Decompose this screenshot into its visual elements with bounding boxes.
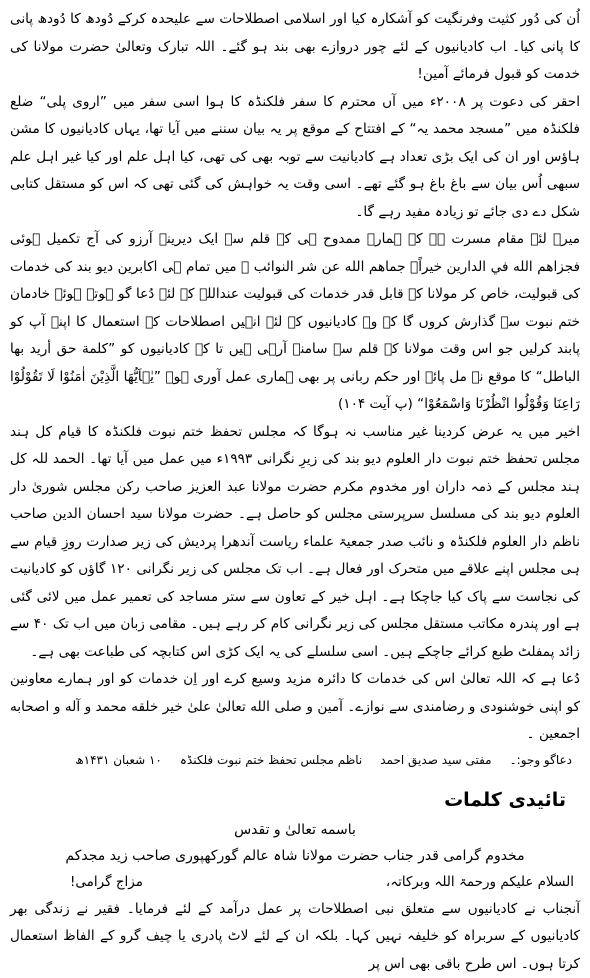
addressee-line: مخدوم گرامی قدر جناب حضرت مولانا شاہ عالم گورکھپوری صاحب زید مجدکم — [10, 843, 580, 869]
paragraph-2: احقر کی دعوت پر ۲۰۰۸ء میں آں محترم کا سفر فلکنڈہ کا ہوا اسی سفر میں ”اروی پلی“ ضلع فلکنڈہ میں ”مسجد محمد یہ“ کے افتتاح کے موقع پر یہ بیان سننے میں آیا تھا، یہاں کادیانیوں کا مشن ہاؤس اور ان کی ایک بڑی تعداد ہے کادیانیت سے توبہ بھی کی تھی، کیا اہل علم اور کیا غیر اہل علم سبھی اُس بیان سے باغ باغ ہو گئے تھے۔ اسی وقت یہ خواہش کی گئی تھی کہ اس کو مستقل کتابی شکل دے دی جائے تو زیادہ مفید رہے گا۔ — [10, 89, 580, 227]
signature-prefix: دعاگو وجو:۔ — [510, 749, 572, 771]
bismihi-line: باسمه تعالیٰ و تقدس — [10, 817, 580, 843]
paragraph-3: میرے لئے مقام مسرت ہے کہ ہمارے ممدوح ہی کے قلم سے ایک دیرینہ آرزو کی آج تکمیل ہوئی فجزاهم الله في الدارين خيراً۔ جماهم الله عن شر النوائب ۔ میں تمام ہی اکابرین دیو بند کی خدمات کی قبولیت، خاص کر مولانا کے قابل قدر خدمات کی قبولیت عنداللہ کے لئے دُعا گو ہوتے ہوئے خادمان ختم نبوت سے گذارش کروں گا کہ وہ کادیانیوں کے لئے انہیں اصطلاحات کے استعمال کا اپنے آپ کو پابند کرلیں جو اس وقت مولانا کے قلم سے سامنے آرہی ہیں تا کہ کادیانیوں کو ”كلمة حق أريد بها الباطل“ کا موقع نہ مل پائے اور حکم ربانی پر بھی ہماری عمل آوری ہو۔ ”يٰۤاَيُّهَا الَّذِيْنَ اٰمَنُوْا لَا تَقُوْلُوْا رَاعِنَا وَقُوْلُوا انْظُرْنَا وَاسْمَعُوْا“ (پ آیت ۱۰۴) — [10, 226, 580, 419]
signature-name: مفتی سید صدیق احمد — [380, 749, 491, 771]
signature-line — [10, 749, 580, 771]
closing-paragraph: آنجناب نے کادیانیوں سے متعلق نبی اصطلاحات پر عمل درآمد کے لئے فرمایا۔ فقیر نے زندگی بھر کادیانیوں کے سربراہ کو خلیفہ نہیں کہا۔ بلکہ ان کے لئے لاٹ پادری یا چیف گرو کے الفاظ استعمال کرتا ہوں۔ اس طرح باقی بھی اس پر — [10, 896, 580, 978]
section-heading: تائیدی کلمات — [10, 785, 580, 815]
signature-title: ناظم مجلس تحفظ ختم نبوت فلکنڈہ — [180, 749, 362, 771]
signature-date: ۱۰ شعبان ۱۴۳۱ھ — [75, 749, 162, 771]
paragraph-4: اخیر میں یہ عرض کردینا غیر مناسب نہ ہوگا کہ مجلس تحفظ ختم نبوت فلکنڈہ کا قیام کل ہند مجلس تحفظ ختم نبوت دار العلوم دیو بند کی زیرِ نگرانی ۱۹۹۳ء میں عمل میں آیا تھا۔ الحمد للہ کل ہند مجلس کے ذمہ داران اور مخدوم مکرم حضرت مولانا عبد العزیز صاحب رکن مجلس شوریٰ دار العلوم دیو بند کی مسلسل سرپرستی مجلس کو حاصل ہے۔ حضرت مولانا سید احسان الدین صاحب ناظم دار العلوم فلکنڈہ و نائب صدر جمعیۃ علماء ریاست آندھرا پردیش کی زیر صدارت روزِ قیام سے ہی مجلس اپنے علاقے میں متحرک اور فعال ہے۔ اب تک مجلس کی زیر نگرانی ۱۲۰ گاؤں کو کادیانیت کی نجاست سے پاک کیا جاچکا ہے۔ اہل خیر کے تعاون سے ستر مساجد کی تعمیر عمل میں لائی گئی ہے اور پندرہ مکاتب مستقل مجلس کی زیر نگرانی کام کر رہے ہیں۔ مقامی زبان میں اب تک ۴۰ سے زائد پمفلٹ طبع کرائے جاچکے ہیں۔ اسی سلسلے کی یہ ایک کڑی اس کتابچہ کی طباعت بھی ہے۔ — [10, 419, 580, 667]
salutation-greeting: السلام علیکم ورحمۃ اللہ وبرکاتہ، — [386, 869, 574, 896]
paragraph-5: دُعا ہے کہ اللہ تعالیٰ اس کی خدمات کا دائرہ مزید وسیع کرے اور اِن خدمات کو اور ہمارے معاونین کو اپنی خوشنودی و رضامندی سے نوازے۔ آمین و صلى الله تعالىٰ علىٰ خير خلقه محمد و آله و اصحابه اجمعين ۔ — [10, 666, 580, 749]
salutation-health: مزاج گرامی! — [70, 869, 143, 896]
paragraph-1: اُن کی دُور کثیت وفرنگیت کو آشکارہ کیا اور اسلامی اصطلاحات سے علیحدہ کرکے دُودھ کا دُودھ پانی کا پانی کیا۔ اب کادیانیوں کے لئے چور دروازے بھی بند ہو گئے۔ اللہ تبارک وتعالیٰ حضرت مولانا کی خدمت کو قبول فرمائے آمین! — [10, 6, 580, 89]
salutation-row — [10, 869, 580, 896]
